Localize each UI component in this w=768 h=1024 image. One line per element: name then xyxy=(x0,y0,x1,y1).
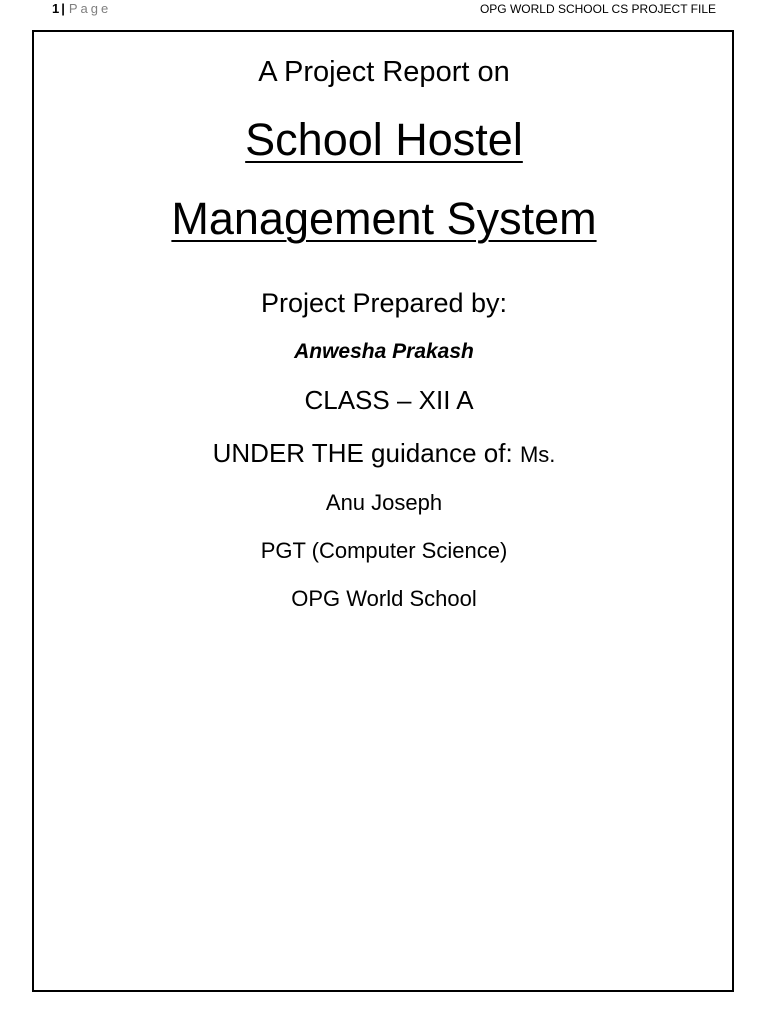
report-title-line-2: Management System xyxy=(171,193,597,244)
teacher-designation: PGT (Computer Science) xyxy=(260,538,508,563)
guidance-label: UNDER THE guidance of: xyxy=(212,438,520,468)
page-separator: | xyxy=(61,1,65,16)
guidance-title: Ms. xyxy=(519,442,556,467)
prepared-by-label: Project Prepared by: xyxy=(260,288,508,318)
header-title: OPG WORLD SCHOOL CS PROJECT FILE xyxy=(479,2,716,16)
page-number xyxy=(52,1,111,16)
student-name: Anwesha Prakash xyxy=(294,340,474,363)
student-class: CLASS – XII A xyxy=(304,385,474,415)
guidance-line xyxy=(0,438,768,469)
report-intro: A Project Report on xyxy=(258,56,510,88)
teacher-name: Anu Joseph xyxy=(325,490,443,515)
school-name: OPG World School xyxy=(291,586,477,611)
page-word: Page xyxy=(68,1,112,16)
page-number-value: 1 xyxy=(52,1,60,16)
report-title-line-1: School Hostel xyxy=(245,114,523,165)
page-header xyxy=(0,0,768,22)
